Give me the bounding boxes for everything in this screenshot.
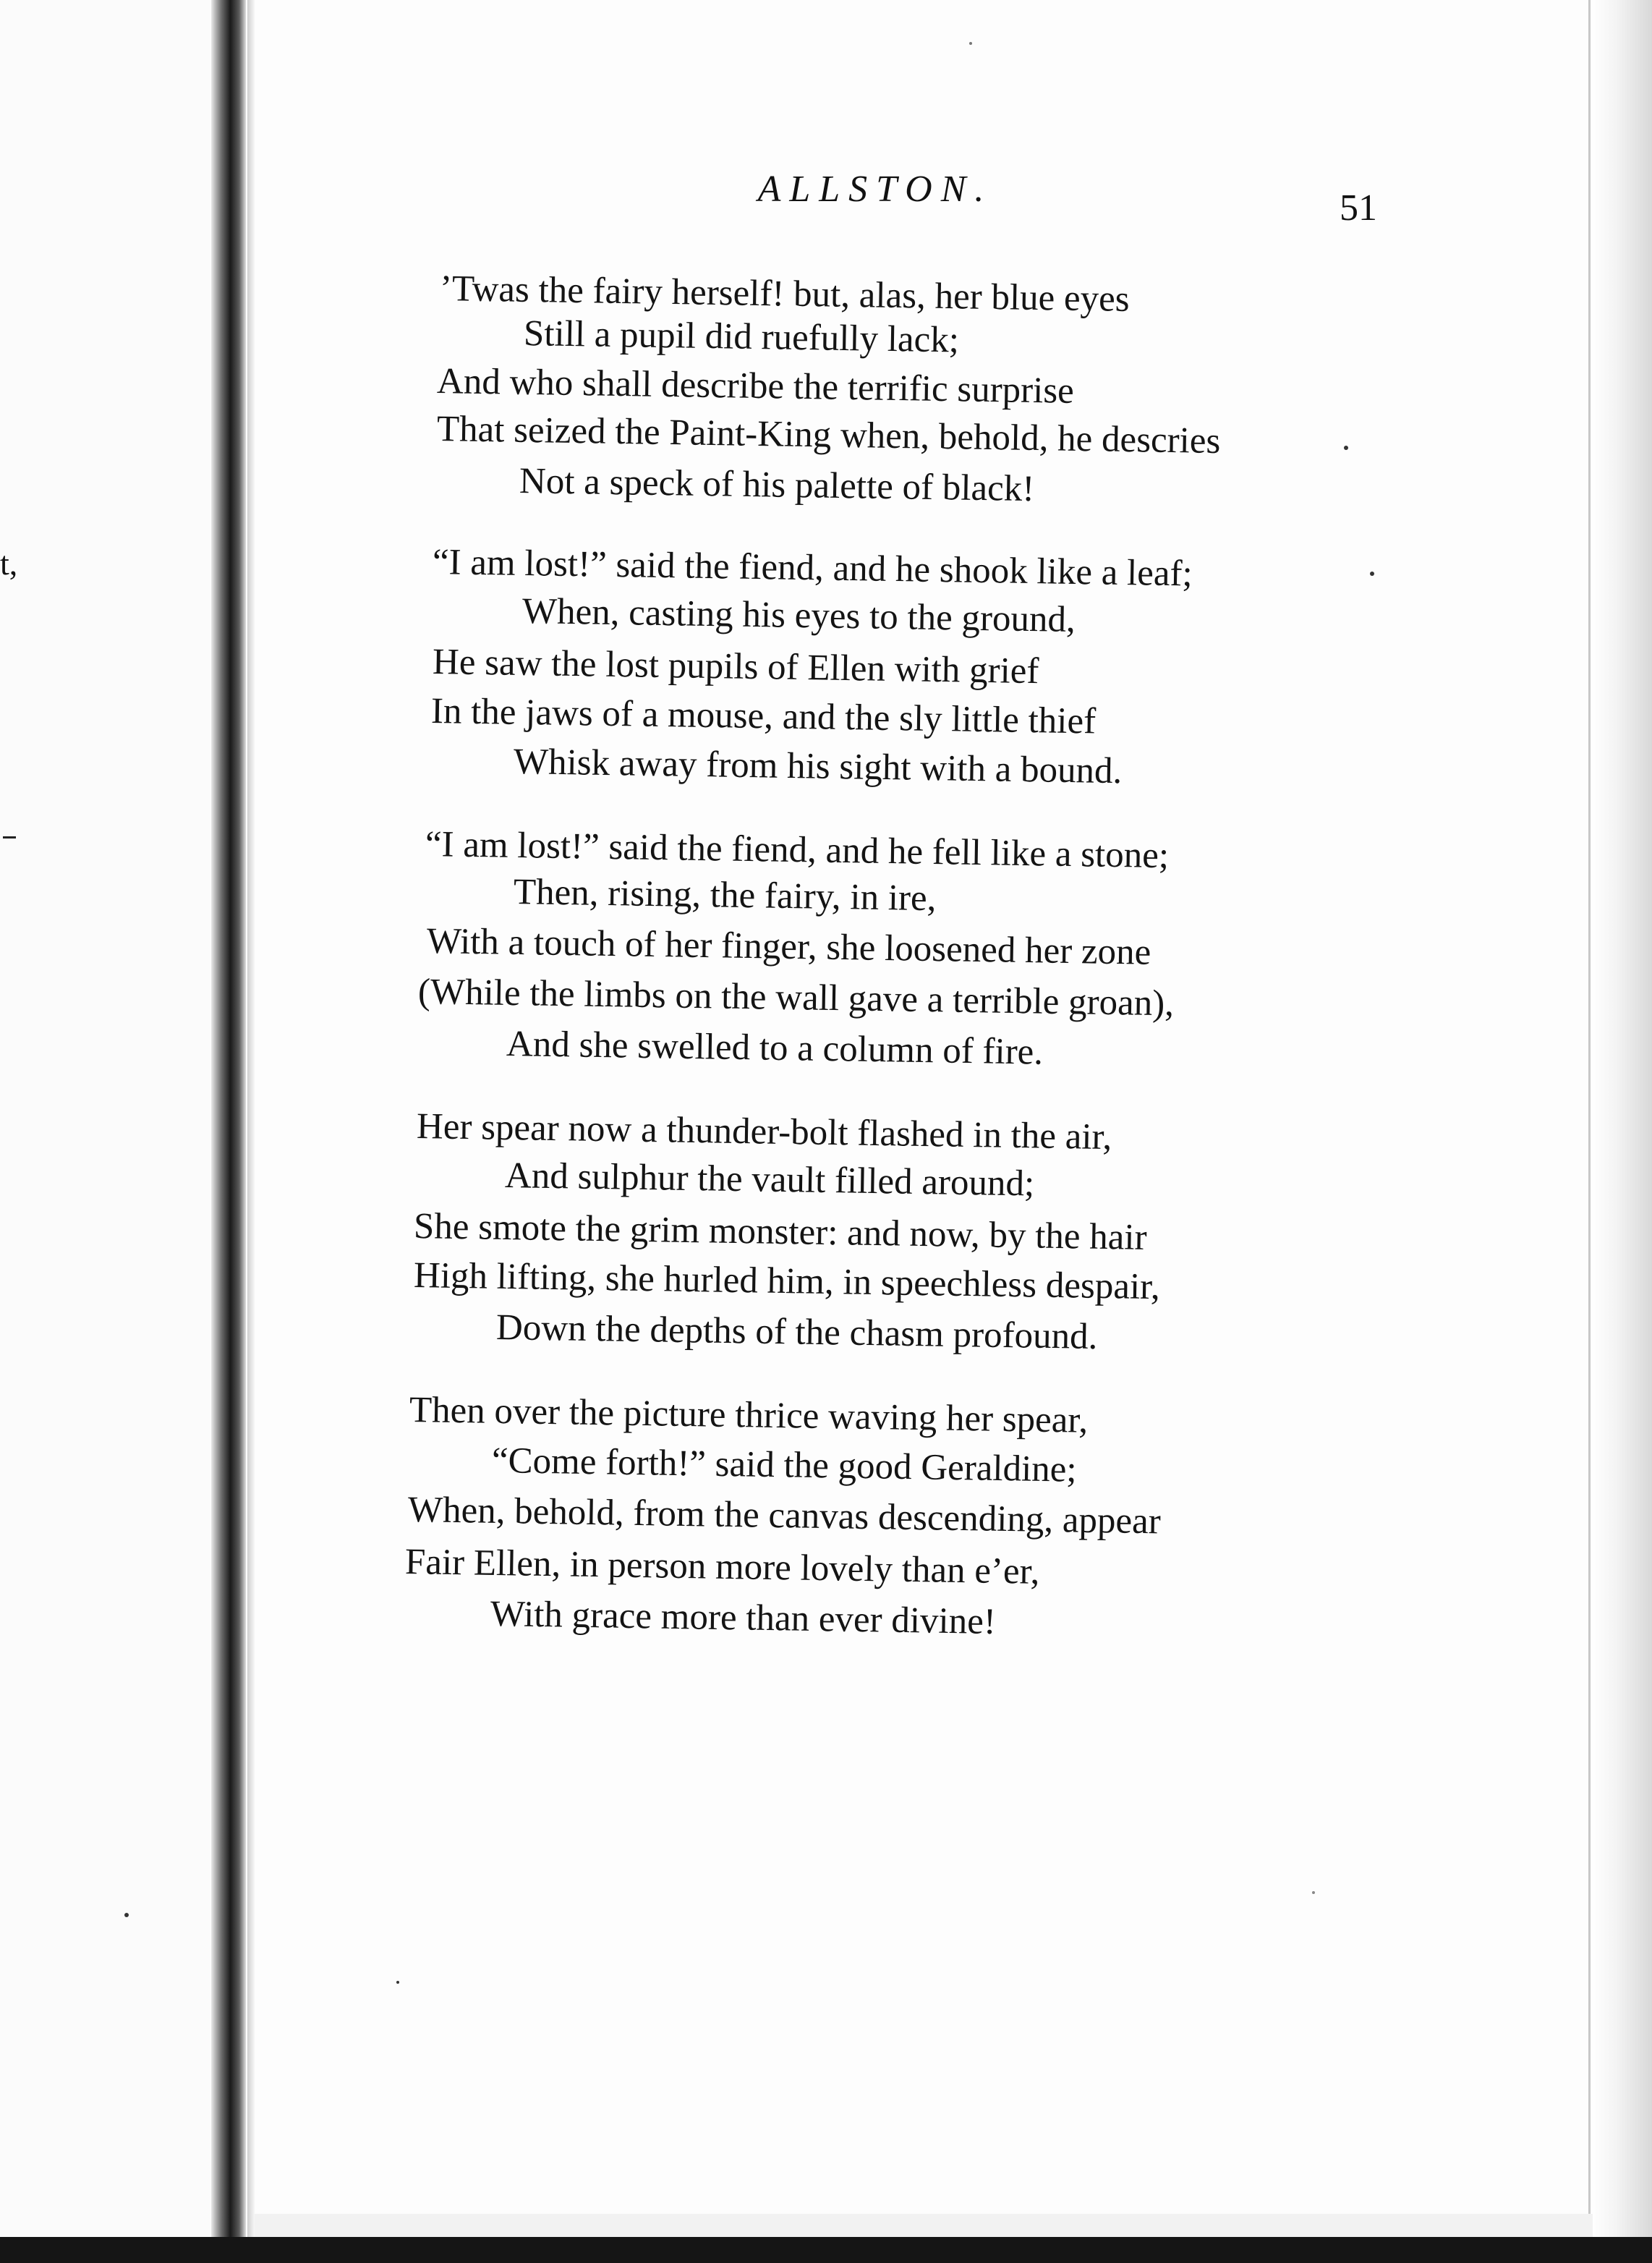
poem-line: “Come forth!” said the good Geraldine;	[491, 1440, 1078, 1490]
poem-line: With a touch of her finger, she loosened her zone	[426, 921, 1151, 973]
scan-speck	[969, 42, 972, 45]
scan-speck	[124, 1913, 129, 1917]
poem-line: (While the limbs on the wall gave a terrible groan),	[417, 972, 1175, 1024]
poem-line: And sulphur the vault filled around;	[504, 1155, 1035, 1205]
poem-line: When, behold, from the canvas descending, appear	[407, 1490, 1162, 1542]
poem-line: When, casting his eyes to the ground,	[521, 591, 1076, 641]
scan-speck	[396, 1981, 399, 1984]
poem-line: Still a pupil did ruefully lack;	[523, 313, 960, 361]
poem-line: ’Twas the fairy herself! but, alas, her blue eyes	[439, 268, 1131, 320]
poem-line: And she swelled to a column of fire.	[506, 1024, 1044, 1073]
poem-line: Fair Ellen, in person more lovely than e’er,	[404, 1542, 1040, 1592]
poem-line: In the jaws of a mouse, and the sly little thief	[430, 691, 1097, 742]
running-head: ALLSTON.	[757, 169, 993, 210]
scan-speck	[1312, 1891, 1315, 1894]
poem-line: Down the depths of the chasm profound.	[495, 1307, 1098, 1358]
poem-line: That seized the Paint-King when, behold, he descries	[436, 409, 1221, 462]
page-number: 51	[1340, 187, 1377, 229]
poem-line: He saw the lost pupils of Ellen with grief	[432, 642, 1039, 692]
poem-line: High lifting, she hurled him, in speechless despair,	[413, 1255, 1161, 1308]
poem-line: Then over the picture thrice waving her spear,	[409, 1390, 1089, 1441]
poem-line: Whisk away from his sight with a bound.	[513, 742, 1123, 792]
poem-line: And who shall describe the terrific surprise	[436, 361, 1075, 412]
facing-page-text-fragment: t,	[0, 545, 18, 582]
poem-line: She smote the grim monster: and now, by the hair	[413, 1206, 1148, 1258]
poem-line: “I am lost!” said the fiend, and he shook like a leaf;	[432, 542, 1193, 595]
poem-line: “I am lost!” said the fiend, and he fell like a stone;	[425, 824, 1170, 877]
poem-line: Not a speck of his palette of black!	[519, 461, 1035, 510]
scan-speck	[1344, 446, 1348, 450]
poem-line: With grace more than ever divine!	[490, 1594, 997, 1642]
poem-line: Then, rising, the fairy, in ire,	[513, 872, 937, 920]
poem-line: Her spear now a thunder-bolt flashed in the air,	[416, 1106, 1112, 1158]
scan-speck	[1370, 572, 1374, 576]
